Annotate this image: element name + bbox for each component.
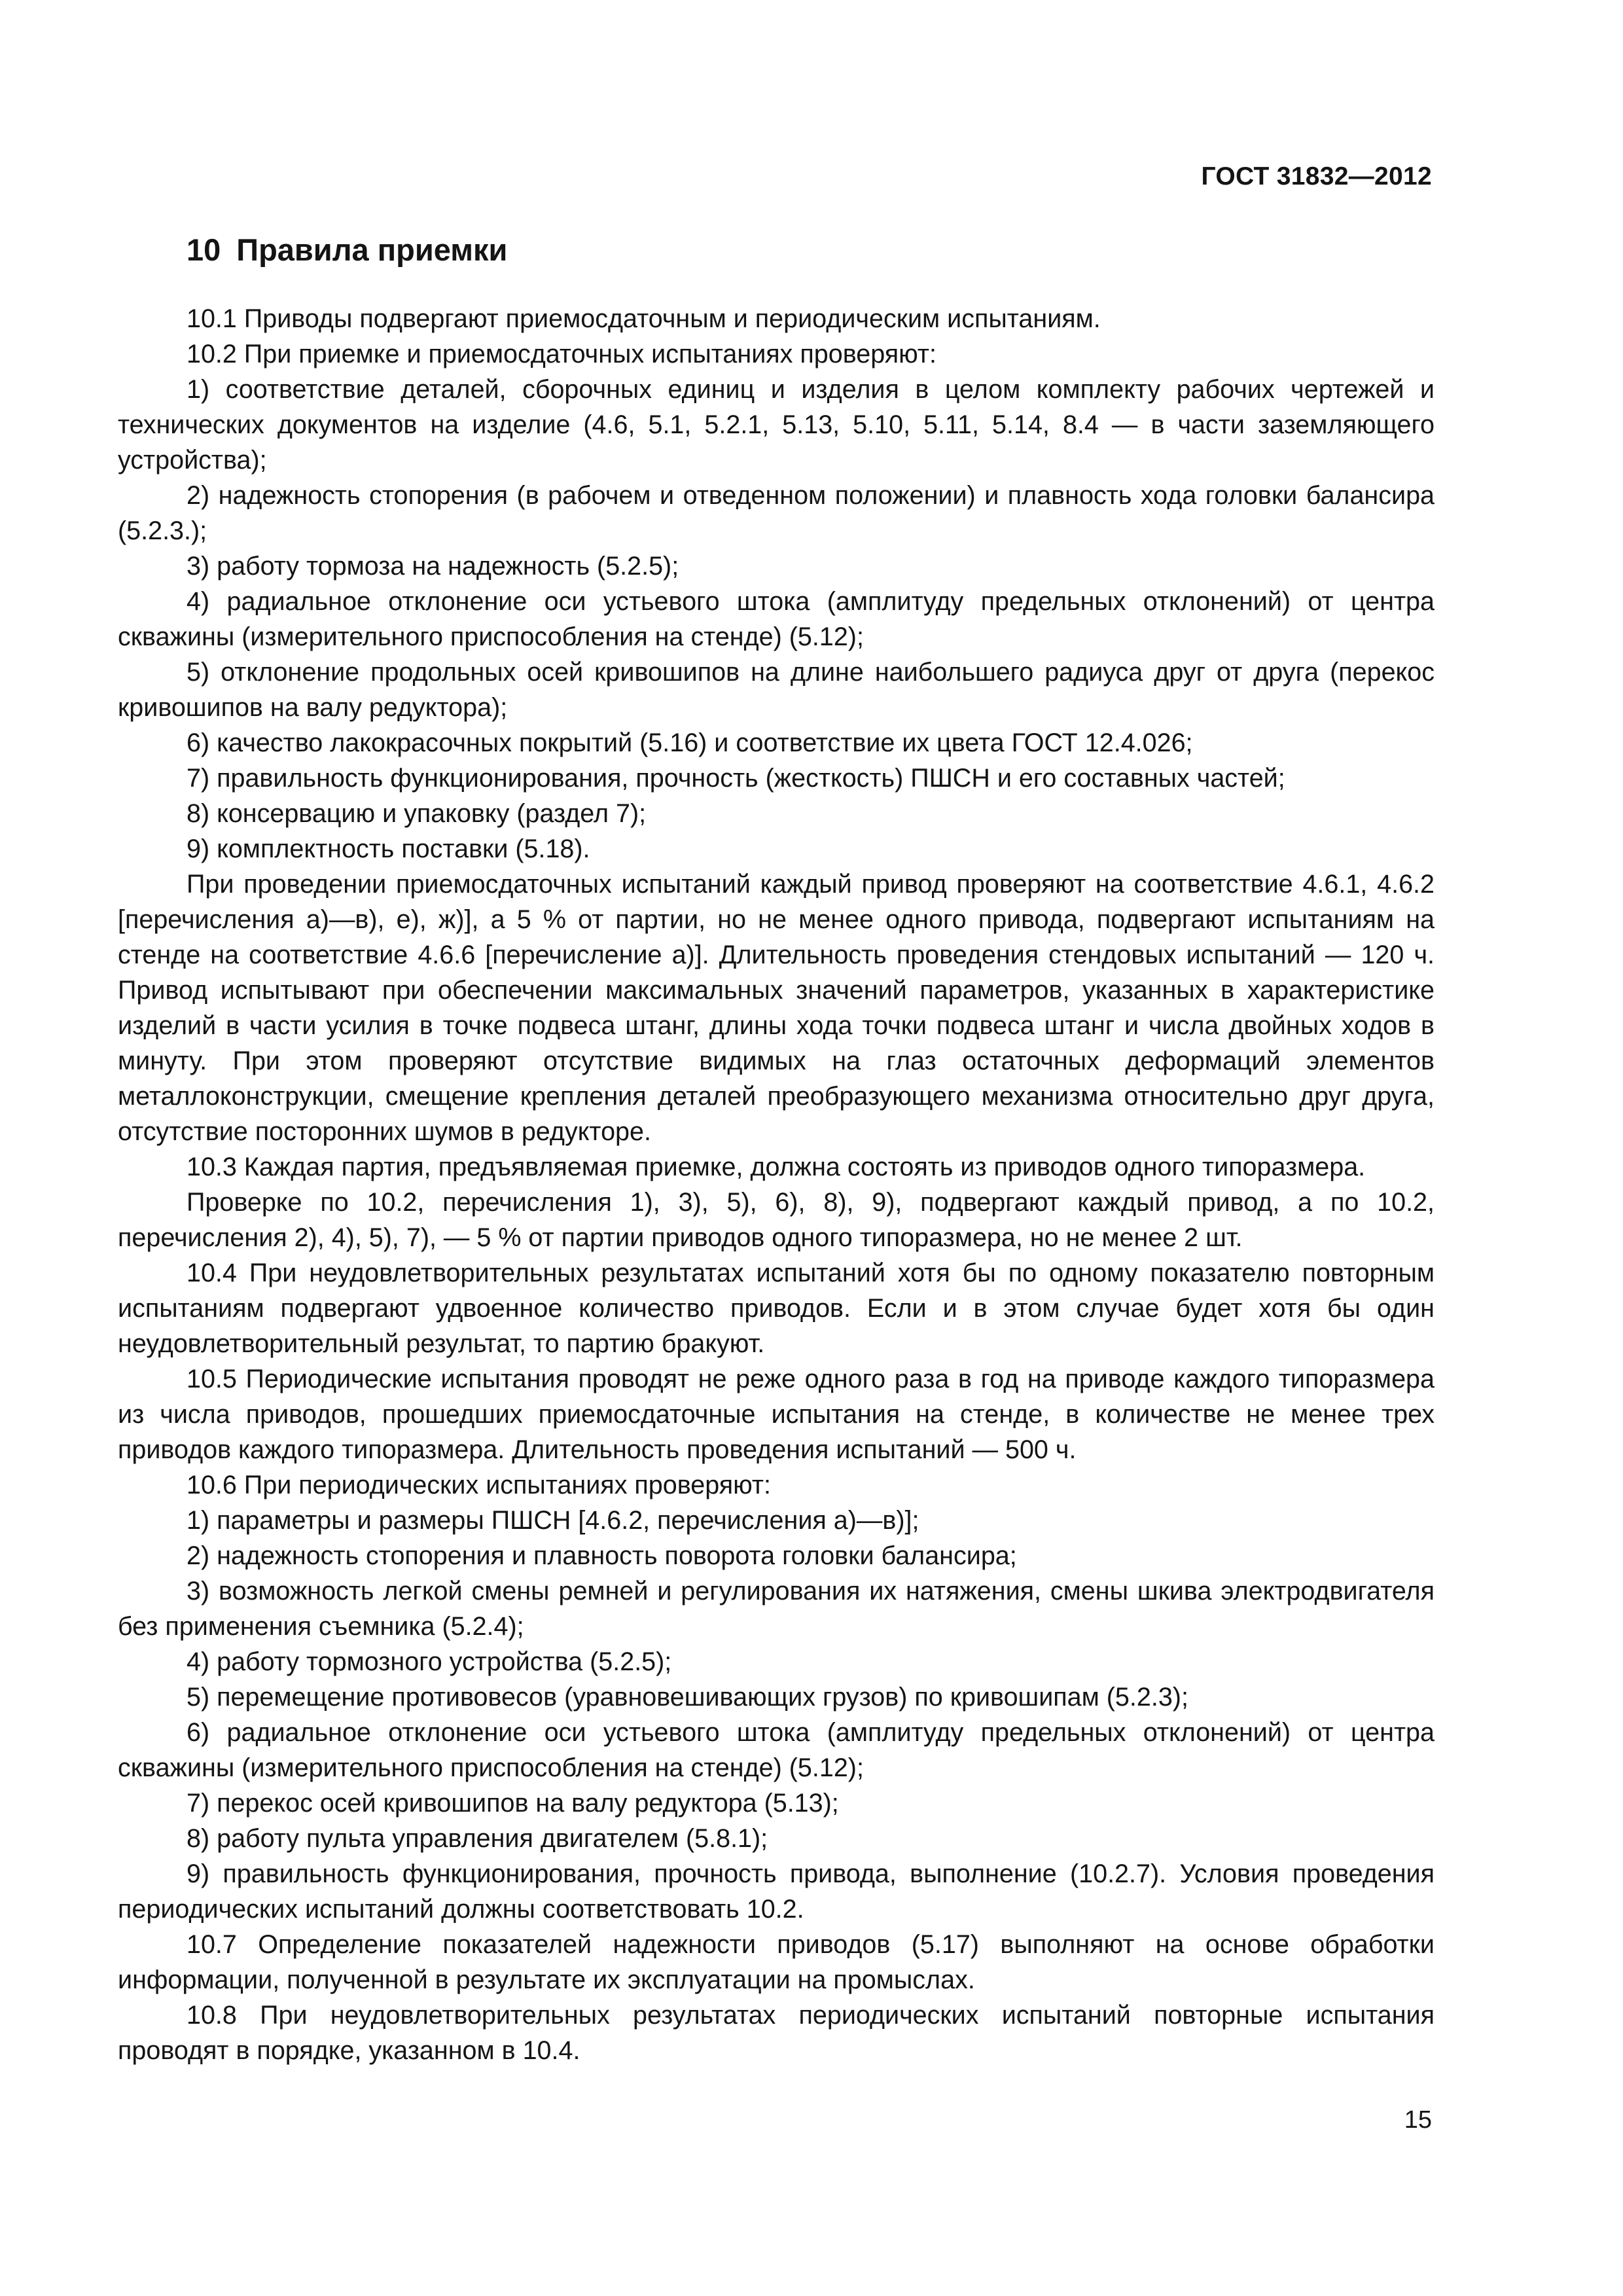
paragraph: Проверке по 10.2, перечисления 1), 3), 5), 6), 8), 9), подвергают каждый привод, а по 10.2, перечисления 2), 4), 5), 7), — 5 % от партии приводов одного типоразмера, но не менее 2 шт. (118, 1188, 1435, 1252)
list-item: 3) работу тормоза на надежность (5.2.5); (187, 552, 679, 581)
document-id: ГОСТ 31832—2012 (1201, 162, 1432, 190)
paragraph: 10.1 Приводы подвергают приемосдаточным и периодическим испытаниям. (187, 304, 1101, 333)
paragraph: При проведении приемосдаточных испытаний каждый привод проверяют на соответствие 4.6.1, 4.6.2 [перечисления а)—в), е), ж)], а 5 % от партии, но не менее одного привода, подвергают испытаниям на стенде на соответствие 4.6.6 [перечисление а)]. Длительность проведения стендовых испытаний — 120 ч. Привод испытывают при обеспечении максимальных значений параметров, указанных в характеристике изделий в части усилия в точке подвеса штанг, длины хода точки подвеса штанг и числа двойных ходов в минуту. При этом проверяют отсутствие видимых на глаз остаточных деформаций элементов металлоконструкции, смещение крепления деталей преобразующего механизма относительно друг друга, отсутствие посторонних шумов в редукторе. (118, 870, 1435, 1146)
paragraph: 10.7 Определение показателей надежности приводов (5.17) выполняют на основе обработки информации, полученной в результате их эксплуатации на промыслах. (118, 1930, 1435, 1994)
paragraph: 10.8 При неудовлетворительных результатах периодических испытаний повторные испытания проводят в порядке, указанном в 10.4. (118, 2001, 1435, 2065)
list-item: 6) радиальное отклонение оси устьевого штока (амплитуду предельных отклонений) от центра скважины (измерительного приспособления на стенде) (5.12); (118, 1718, 1435, 1782)
document-body (118, 301, 1435, 2068)
list-item: 7) правильность функционирования, прочность (жесткость) ПШСН и его составных частей; (187, 764, 1285, 793)
paragraph: 10.2 При приемке и приемосдаточных испытаниях проверяют: (187, 340, 936, 368)
list-item: 7) перекос осей кривошипов на валу редуктора (5.13); (187, 1789, 839, 1818)
list-item: 8) консервацию и упаковку (раздел 7); (187, 799, 647, 828)
list-item: 4) работу тормозного устройства (5.2.5); (187, 1647, 672, 1676)
list-item: 1) соответствие деталей, сборочных единиц и изделия в целом комплекту рабочих чертежей и технических документов на изделие (4.6, 5.1, 5.2.1, 5.13, 5.10, 5.11, 5.14, 8.4 — в части заземляющего устройства); (118, 375, 1435, 475)
paragraph: 10.3 Каждая партия, предъявляемая приемке, должна состоять из приводов одного типоразмера. (187, 1153, 1366, 1181)
list-item: 2) надежность стопорения и плавность поворота головки балансира; (187, 1541, 1017, 1570)
section-title: Правила приемки (236, 232, 508, 267)
list-item: 9) комплектность поставки (5.18). (187, 834, 590, 863)
section-heading (187, 232, 507, 268)
list-item: 1) параметры и размеры ПШСН [4.6.2, перечисления а)—в)]; (187, 1506, 919, 1535)
list-item: 2) надежность стопорения (в рабочем и отведенном положении) и плавность хода головки балансира (5.2.3.); (118, 481, 1435, 545)
paragraph: 10.6 При периодических испытаниях проверяют: (187, 1471, 771, 1499)
page-number: 15 (1404, 2106, 1432, 2134)
list-item: 5) перемещение противовесов (уравновешивающих грузов) по кривошипам (5.2.3); (187, 1683, 1188, 1712)
list-item: 8) работу пульта управления двигателем (5.8.1); (187, 1824, 768, 1853)
paragraph: 10.5 Периодические испытания проводят не реже одного раза в год на приводе каждого типоразмера из числа приводов, прошедших приемосдаточные испытания на стенде, в количестве не менее трех приводов каждого типоразмера. Длительность проведения испытаний — 500 ч. (118, 1365, 1435, 1464)
list-item: 6) качество лакокрасочных покрытий (5.16) и соответствие их цвета ГОСТ 12.4.026; (187, 728, 1193, 757)
paragraph: 10.4 При неудовлетворительных результатах испытаний хотя бы по одному показателю повторным испытаниям подвергают удвоенное количество приводов. Если и в этом случае будет хотя бы один неудовлетворительный результат, то партию бракуют. (118, 1259, 1435, 1358)
section-number: 10 (187, 232, 221, 267)
list-item: 9) правильность функционирования, прочность привода, выполнение (10.2.7). Условия проведения периодических испытаний должны соответствовать 10.2. (118, 1859, 1435, 1924)
list-item: 4) радиальное отклонение оси устьевого штока (амплитуду предельных отклонений) от центра скважины (измерительного приспособления на стенде) (5.12); (118, 587, 1435, 651)
list-item: 5) отклонение продольных осей кривошипов на длине наибольшего радиуса друг от друга (перекос кривошипов на валу редуктора); (118, 658, 1435, 722)
list-item: 3) возможность легкой смены ремней и регулирования их натяжения, смены шкива электродвигателя без применения съемника (5.2.4); (118, 1577, 1435, 1641)
